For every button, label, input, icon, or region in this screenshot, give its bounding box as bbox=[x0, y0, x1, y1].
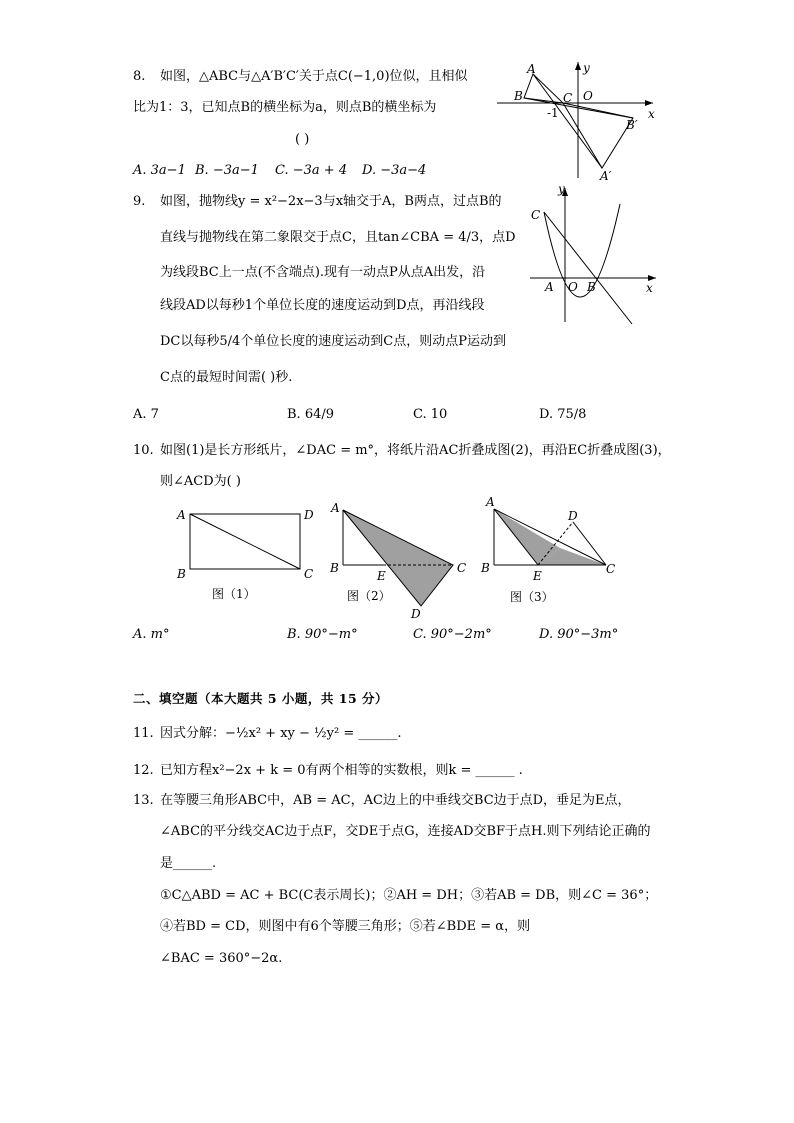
q10-fig2-caption: 图（2） bbox=[347, 589, 391, 603]
q10-fig2-label-b: B bbox=[330, 561, 339, 575]
q10-fig1-label-c: C bbox=[304, 567, 314, 581]
q8-label-o: O bbox=[583, 89, 593, 103]
q8-label-bprime: B′ bbox=[626, 118, 638, 132]
q11-number: 11. bbox=[133, 726, 154, 741]
q9-number: 9. bbox=[133, 194, 146, 209]
q8-label-minus1: -1 bbox=[547, 106, 559, 120]
q13-text-line4: ①C△ABD = AC + BC(C表示周长)；②AH = DH；③若AB = DB，则∠C = 36°； bbox=[160, 888, 658, 903]
q10-fig1-label-b: B bbox=[177, 567, 186, 581]
q8-y-arrow bbox=[575, 62, 581, 70]
q9-parabola bbox=[544, 204, 620, 297]
q10-fig2-label-d: D bbox=[411, 607, 421, 621]
q13-text-line6: ∠BAC = 360°−2α. bbox=[160, 951, 283, 966]
q9-option-d: D. 75/8 bbox=[539, 407, 587, 422]
q10-fig3-label-d: D bbox=[568, 509, 578, 523]
q10-option-a: A. m° bbox=[133, 627, 170, 642]
q10-fig2-label-c: C bbox=[457, 561, 467, 575]
q10-option-c: C. 90°−2m° bbox=[413, 627, 492, 642]
q10-figure-1 bbox=[170, 500, 330, 605]
q10-fig1-label-a: A bbox=[177, 508, 186, 522]
q9-text-line2: 直线与抛物线在第二象限交于点C，且tan∠CBA = 4/3，点D bbox=[160, 230, 516, 245]
q8-answer-paren: ( ) bbox=[295, 132, 310, 147]
q12-number: 12. bbox=[133, 763, 154, 778]
q8-label-aprime: A′ bbox=[600, 169, 612, 183]
q10-fig1-label-d: D bbox=[304, 508, 314, 522]
q10-fig3-caption: 图（3） bbox=[510, 590, 554, 604]
q10-fig3-label-b: B bbox=[481, 561, 490, 575]
q8-option-c: C. −3a + 4 bbox=[275, 163, 348, 178]
q13-text-line5: ④若BD = CD，则图中有6个等腰三角形；⑤若∠BDE = α，则 bbox=[160, 919, 531, 934]
q13-text-line2: ∠ABC的平分线交AC边于点F，交DE于点G，连接AD交BF于点H.则下列结论正确的 bbox=[160, 824, 651, 839]
q13-number: 13. bbox=[133, 793, 154, 808]
q9-label-a: A bbox=[545, 280, 554, 294]
q9-label-b: B bbox=[587, 280, 596, 294]
q10-fig3-label-c: C bbox=[606, 562, 616, 576]
q10-text-line1: 如图(1)是长方形纸片，∠DAC = m°，将纸片沿AC折叠成图(2)，再沿EC折叠成图(3)， bbox=[160, 443, 671, 458]
q10-fig1-diagonal-ac bbox=[190, 514, 300, 569]
q9-option-b: B. 64/9 bbox=[287, 407, 335, 422]
q8-text-line2: 比为1：3，已知点B的横坐标为a，则点B的横坐标为 bbox=[133, 100, 437, 115]
q8-option-d: D. −3a−4 bbox=[362, 163, 427, 178]
q10-figure-2 bbox=[325, 498, 475, 623]
q13-text-line3: 是______. bbox=[160, 856, 217, 871]
q8-triangle-apbpcp bbox=[563, 103, 633, 168]
q9-line-bc bbox=[544, 212, 632, 324]
q13-text-line1: 在等腰三角形ABC中，AB = AC，AC边上的中垂线交BC边于点D，垂足为E点， bbox=[160, 793, 631, 808]
q9-text-line1: 如图，抛物线y = x²−2x−3与x轴交于A，B两点，过点B的 bbox=[160, 194, 502, 209]
q8-option-a: A. 3a−1 bbox=[133, 163, 186, 178]
q8-option-b: B. −3a−1 bbox=[195, 163, 259, 178]
q10-figure-3 bbox=[478, 493, 628, 613]
q10-text-line2: 则∠ACD为( ) bbox=[160, 474, 241, 489]
q10-fig3-label-a: A bbox=[486, 495, 495, 509]
q9-text-line3: 为线段BC上一点(不含端点).现有一动点P从点A出发，沿 bbox=[160, 265, 486, 280]
q10-number: 10. bbox=[133, 443, 154, 458]
q8-label-a: A bbox=[527, 62, 536, 76]
q9-text-line4: 线段AD以每秒1个单位长度的速度运动到D点，再沿线段 bbox=[160, 298, 485, 313]
q9-option-a: A. 7 bbox=[133, 407, 159, 422]
q9-text-line6: C点的最短时间需( )秒. bbox=[160, 370, 293, 385]
q9-figure bbox=[528, 182, 660, 327]
q12-text: 已知方程x²−2x + k = 0有两个相等的实数根，则k = ______ . bbox=[160, 763, 523, 778]
q8-figure bbox=[495, 58, 660, 184]
q10-fig2-label-e: E bbox=[377, 569, 386, 583]
section-2-heading: 二、填空题（本大题共 5 小题，共 15 分） bbox=[133, 691, 389, 706]
q10-option-b: B. 90°−m° bbox=[287, 627, 358, 642]
q10-option-d: D. 90°−3m° bbox=[539, 627, 619, 642]
q11-text: 因式分解：−½x² + xy − ½y² = ______. bbox=[160, 726, 402, 741]
q9-label-c: C bbox=[531, 208, 541, 222]
q10-fig1-caption: 图（1） bbox=[212, 587, 256, 601]
q9-option-c: C. 10 bbox=[413, 407, 448, 422]
q9-label-y: y bbox=[558, 182, 565, 196]
q8-label-b: B bbox=[514, 89, 523, 103]
q8-label-c: C bbox=[563, 91, 573, 105]
q8-number: 8. bbox=[133, 69, 146, 84]
q10-fig3-label-e: E bbox=[533, 569, 542, 583]
q9-label-o: O bbox=[568, 280, 578, 294]
q9-text-line5: DC以每秒5/4个单位长度的速度运动到C点，则动点P运动到 bbox=[160, 334, 506, 349]
q8-label-x: x bbox=[648, 107, 655, 121]
q10-fig2-label-a: A bbox=[331, 501, 340, 515]
q8-x-arrow bbox=[645, 100, 653, 106]
q8-text-line1: 如图，△ABC与△A′B′C′关于点C(−1,0)位似，且相似 bbox=[160, 69, 468, 84]
q9-label-x: x bbox=[646, 281, 653, 295]
q8-label-y: y bbox=[583, 61, 590, 75]
